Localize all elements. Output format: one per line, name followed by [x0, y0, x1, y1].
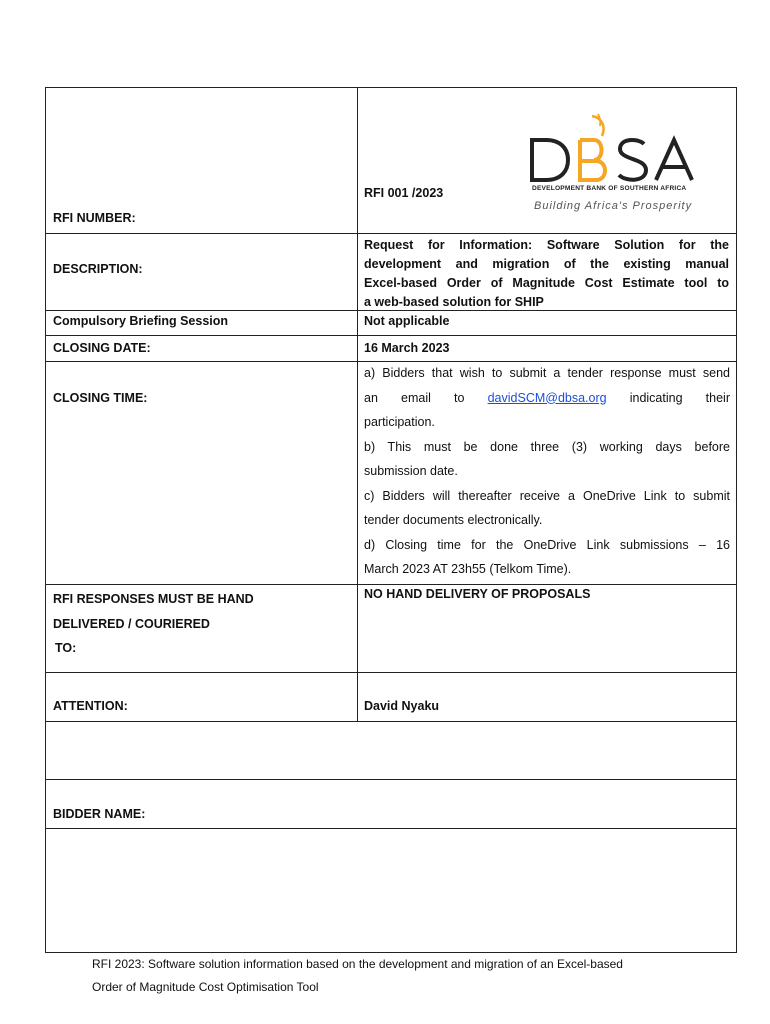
instruction-a-line2: an email to davidSCM@dbsa.org indicating their — [364, 386, 730, 411]
blank-row — [46, 722, 736, 779]
instruction-c-line1: c) Bidders will thereafter receive a OneDrive Link to submit — [364, 488, 730, 503]
attention-value: David Nyaku — [364, 699, 440, 713]
bidder-name-label: BIDDER NAME: — [53, 807, 146, 821]
bank-name: DEVELOPMENT BANK OF SOUTHERN AFRICA — [532, 185, 687, 192]
rfi-number-value: RFI 001 /2023 — [364, 186, 444, 200]
closing-date-value: 16 March 2023 — [364, 341, 450, 355]
instruction-d-line1: d) Closing time for the OneDrive Link submissions – 16 — [364, 537, 730, 552]
footer-line2: Order of Magnitude Cost Optimisation Tool — [92, 980, 319, 994]
instruction-a-line1: a) Bidders that wish to submit a tender response must send — [364, 366, 730, 380]
description-line: Excel-based Order of Magnitude Cost Estimate tool to — [364, 276, 729, 290]
description-label: DESCRIPTION: — [53, 262, 143, 276]
closing-date-label: CLOSING DATE: — [53, 341, 151, 355]
description-line: a web-based solution for SHIP — [364, 295, 544, 309]
logo-tagline: Building Africa's Prosperity — [534, 200, 693, 212]
instruction-a-line3: participation. — [364, 415, 435, 429]
dbsa-logo — [528, 112, 700, 216]
description-line: Request for Information: Software Solution for the — [364, 238, 729, 252]
rfi-number-label: RFI NUMBER: — [53, 211, 136, 225]
instruction-b-line1: b) This must be done three (3) working days before — [364, 439, 730, 454]
closing-time-instructions — [364, 361, 730, 582]
delivery-label-line: DELIVERED / COURIERED — [53, 616, 210, 631]
delivery-label-line: RFI RESPONSES MUST BE HAND — [53, 592, 254, 606]
delivery-label — [53, 587, 254, 661]
attention-label: ATTENTION: — [53, 699, 128, 713]
instruction-b-line2: submission date. — [364, 464, 458, 478]
briefing-label: Compulsory Briefing Session — [53, 314, 229, 328]
briefing-value: Not applicable — [364, 314, 450, 328]
delivery-value: NO HAND DELIVERY OF PROPOSALS — [364, 587, 591, 601]
email-link[interactable]: davidSCM@dbsa.org — [487, 390, 607, 405]
closing-time-label: CLOSING TIME: — [53, 391, 148, 405]
instruction-c-line2: tender documents electronically. — [364, 513, 543, 527]
bidder-name-field[interactable] — [46, 829, 736, 952]
delivery-label-line: TO: — [55, 641, 77, 655]
instruction-d-line2: March 2023 AT 23h55 (Telkom Time). — [364, 562, 572, 576]
footer-line1: RFI 2023: Software solution information based on the development and migration of an Excel-based — [92, 957, 623, 971]
description-line: development and migration of the existing manual — [364, 257, 729, 271]
description-value — [364, 236, 729, 312]
